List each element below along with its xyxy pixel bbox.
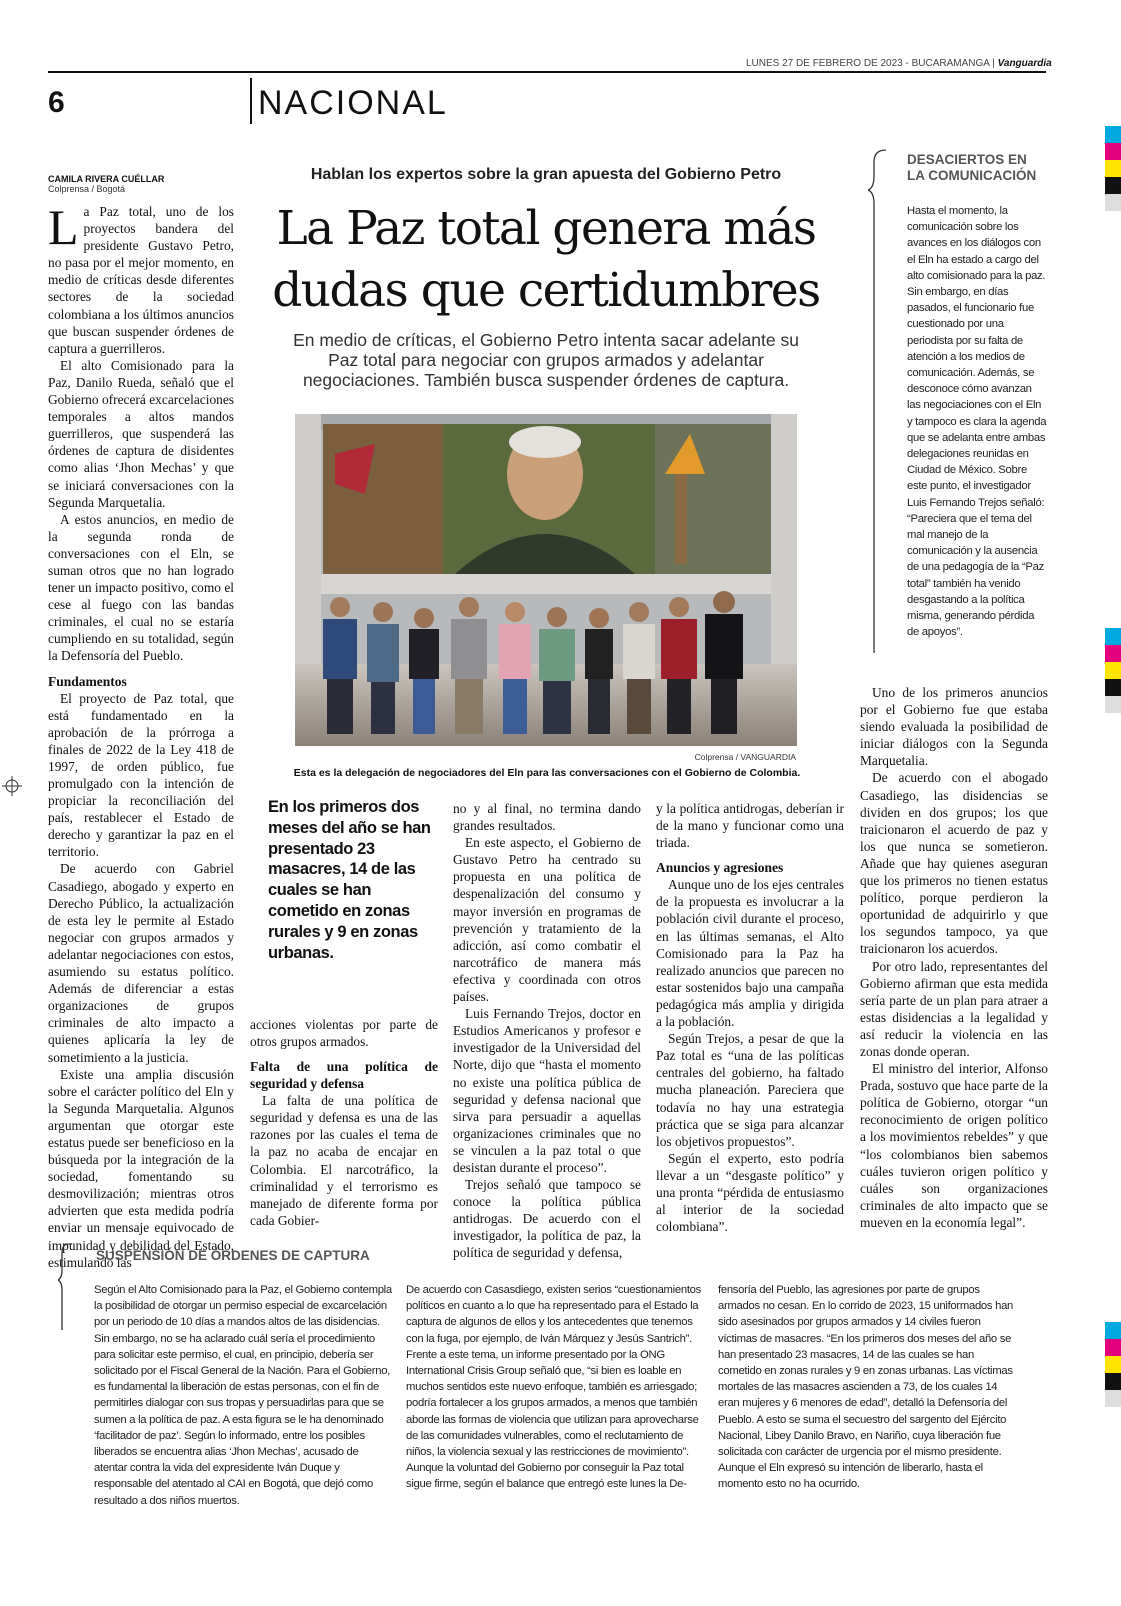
crosshair-icon (2, 776, 22, 796)
paragraph: y la política antidrogas, deberían ir de la mano y funcionar como una triada. (656, 801, 844, 851)
article-column-4 (656, 800, 844, 1235)
article-headline: La Paz total genera más dudas que certidumbres (272, 201, 820, 318)
pullquote: En los primeros dos meses del año se han presentado 23 masacres, 14 de las cuales se han cometido en zonas rurales y 9 en zonas urbanas. (268, 798, 431, 962)
sidebar-text: Hasta el momento, la comunicación sobre los avances en los diálogos con el Eln ha estado a cargo del alto comisionado para la paz. Sin embargo, en días pasados, el funcionario fue cuestionado por una periodista por su falta de atención a los medios de comunicación. Además, se desconoce cómo avanzan las negociaciones con el Eln y tampoco es clara la agenda que se adelanta entre ambas delegaciones reunidas en Ciudad de México. Sobre este punto, el investigador Luis Fernando Trejos señaló: “Pareciera que el tema del mal manejo de la comunicación y la ausencia de una pedagogía de la “Paz total” también ha venido desgastando a la política misma, generando pérdida de apoyos”. (907, 205, 1047, 639)
drop-cap: L (48, 199, 79, 255)
brand-logo: Vanguardia (997, 58, 1052, 69)
subhead-fundamentos: Fundamentos (48, 673, 127, 689)
section-title: NACIONAL (258, 84, 448, 122)
page-number: 6 (48, 86, 65, 119)
paragraph: El proyecto de Paz total, que está fundamentado en la aprobación de la prórroga a finales de 2022 de la Ley 418 de 1997, de orden público, fue promulgado con la intención de propiciar la reconciliación del país, restablecer el Estado de derecho y garantizar la paz en el territorio. (48, 690, 234, 860)
article-photo (295, 414, 797, 746)
paragraph: De acuerdo con Gabriel Casadiego, abogado y experto en Derecho Público, la actualización de esta ley le permite al Estado negociar con grupos armados y adelantar negociaciones con estos, asumiendo su estatus político. Además de diferenciar a estas organizaciones de grupos criminales de alto impacto a quienes aplicaría la ley de sometimiento a la justicia. (48, 861, 234, 1065)
dateline-text: LUNES 27 DE FEBRERO DE 2023 - BUCARAMANGA (746, 58, 990, 69)
header-rule (48, 71, 1046, 73)
article-column-3 (453, 800, 641, 1262)
photo-caption: Esta es la delegación de negociadores del Eln para las conversaciones con el Gobierno de Colombia. (293, 767, 801, 779)
paragraph: Trejos señaló que tampoco se conoce la política pública antidrogas. De acuerdo con el investigador, la política de paz, la política de seguridad y defensa, (453, 1177, 641, 1261)
bottom-box-col-1: Según el Alto Comisionado para la Paz, el Gobierno contempla la posibilidad de otorgar un permiso especial de excarcelación por un periodo de 10 días a mandos altos de las disidencias. Sin embargo, no se ha aclarado cuál sería el procedimiento para solicitar este permiso, el cual, en principio, debería ser solicitado por el Fiscal General de la Nación. Para el Gobierno, es fundamental la liberación de estas personas, con el fin de permitirles dialogar con sus tropas y persuadirlas para que se sumen a la política de paz. A esta figura se le ha denominado ‘facilitador de paz’. Según lo informado, entre los posibles liberados se encuentra alias ‘Jhon Mechas’, acusado de atentar contra la vida del expresidente Iván Duque y responsable del atentado al CAI en Bogotá, que dejó como resultado a dos niños muertos. (94, 1284, 392, 1507)
paragraph: Luis Fernando Trejos, doctor en Estudios Americanos y profesor e investigador de la Universidad del Norte, dijo que “hasta el momento no existe una política pública de seguridad y defensa nacional que sirva para persuadir a aquellas organizaciones criminales que no se vinculen a la paz total o que desistan durante el proceso”. (453, 1006, 641, 1175)
paragraph: Según Trejos, a pesar de que la Paz total es “una de las políticas centrales del gobierno, ha faltado mucha planeación. Pareciera que todavía no hay una estrategia práctica que se siga para alcanzar los objetivos propuestos”. (656, 1031, 844, 1149)
paragraph: A estos anuncios, en medio de la segunda ronda de conversaciones con el Eln, se suman otros que no han logrado tener un impacto positivo, como el cese al fuego con las bandas criminales, el cual no se estaría cumpliendo en su totalidad, según la Defensoría del Pueblo. (48, 511, 234, 664)
bottom-box-col-3: fensoría del Pueblo, las agresiones por parte de grupos armados no cesan. En lo corrido de 2023, 15 uniformados han sido asesinados por grupos armados y 14 civiles fueron víctimas de masacres. “En los primeros dos meses del año se han presentado 23 masacres, 14 de las cuales se han cometido en zonas rurales y 9 en zonas urbanas. Las víctimas mortales de las masacres ascienden a 73, de los cuales 14 eran mujeres y 6 menores de edad”, detalló la Defensoría del Pueblo. A esto se suma el secuestro del sargento del Ejército Nacional, Libey Danilo Bravo, en Nariño, cuya liberación fue solicitada con carácter de urgencia por el mismo presidente. Aunque el Eln expresó su intención de liberarlo, hasta el momento esto no ha ocurrido. (718, 1284, 1014, 1491)
paragraph: En este aspecto, el Gobierno de Gustavo Petro ha centrado su propuesta en una política de despenalización del consumo y mayor inversión en programas de prevención y tratamiento de la adicción, así como combatir el narcotráfico de manera más efectiva y coordinada con otros países. (453, 835, 641, 1005)
paragraph: Existe una amplia discusión sobre el carácter político del Eln y la Segunda Marquetalia. Algunos argumentan que otorgar este estatus puede ser beneficioso en la búsqueda por la integración de la sociedad, fomentando su desmovilización; mientras otros advierten que esta medida podría enviar un mensaje equivocado de impunidad y debilidad del Estado, estimulando las (48, 1066, 234, 1270)
registration-marks-top (1105, 126, 1121, 211)
article-column-2 (250, 1016, 438, 1229)
section-divider (250, 78, 252, 124)
paragraph: La falta de una política de seguridad y defensa es una de las razones por las cuales el tema de la paz no acaba de encajar en Colombia. El narcotráfico, la criminalidad y el terrorismo es manejado de diferente forma por cada Gobier- (250, 1093, 438, 1228)
paragraph: De acuerdo con el abogado Casadiego, las disidencias se dividen en dos grupos; los que traicionaron el acuerdo de paz y los que nunca se sometieron. Añade que hay quienes aseguran que los primeros no tienen estatus político, porque perdieron la oportunidad de adquirirlo y que los segundos tampoco, ya que traicionaron los acuerdos. (860, 770, 1048, 957)
subhead-anuncios: Anuncios y agresiones (656, 860, 784, 876)
bottom-box-brace (58, 1242, 80, 1332)
dateline: LUNES 27 DE FEBRERO DE 2023 - BUCARAMANGA | Vanguardia (746, 58, 1052, 69)
article-column-1 (48, 199, 234, 1271)
registration-marks-bottom (1105, 1322, 1121, 1407)
article-deck: En medio de críticas, el Gobierno Petro intenta sacar adelante su Paz total para negociar con grupos armados y adelantar negociaciones. También busca suspender órdenes de captura. (293, 330, 799, 390)
paragraph: no y al final, no termina dando grandes resultados. (453, 801, 641, 834)
photo-credit: Colprensa / VANGUARDIA (694, 752, 796, 762)
article-column-5 (860, 684, 1048, 1231)
paragraph: Uno de los primeros anuncios por el Gobierno fue que estaba siendo evaluada la posibilidad de iniciar diálogos con la Segunda Marquetalia. (860, 685, 1048, 769)
paragraph: Según el experto, esto podría llevar a un “desgaste político” y una pronta “pérdida de entusiasmo al interior de la sociedad colombiana”. (656, 1150, 844, 1235)
bottom-box-title: SUSPENSIÓN DE ÓRDENES DE CAPTURA (96, 1248, 370, 1263)
subhead-politica-seguridad: Falta de una política de seguridad y defensa (250, 1059, 438, 1092)
paragraph: Aunque uno de los ejes centrales de la propuesta es involucrar a la población civil durante el proceso, en las últimas semanas, el Alto Comisionado para la Paz ha realizado anuncios que parecen no estar sostenidos bajo una campaña pedagógica más amplia y dirigida a la población. (656, 877, 844, 1030)
sidebar-title: DESACIERTOS EN LA COMUNICACIÓN (907, 152, 1037, 183)
paragraph: acciones violentas por parte de otros grupos armados. (250, 1017, 438, 1050)
photo-illustration (295, 414, 797, 746)
sidebar-brace (868, 148, 890, 668)
article-kicker: Hablan los expertos sobre la gran apuesta del Gobierno Petro (310, 166, 782, 183)
paragraph: El alto Comisionado para la Paz, Danilo Rueda, señaló que el Gobierno ofrecerá excarcelaciones temporales a altos mandos guerrilleros, que suspenderá las órdenes de captura de disidentes como alias ‘Jhon Mechas’ y que se iniciará conversaciones con la Segunda Marquetalia. (48, 357, 234, 510)
byline-author: CAMILA RIVERA CUÉLLAR (48, 174, 165, 184)
byline-source: Colprensa / Bogotá (48, 184, 126, 194)
paragraph: El ministro del interior, Alfonso Prada, sostuvo que hace parte de la política de Gobierno, otorgar “un reconocimiento de origen político a los movimientos rebeldes” y que “los colombianos bien sabemos cuáles tuvieron origen político y cuáles son organizaciones criminales de alto impacto que se mueven en la economía legal”. (860, 1061, 1048, 1230)
lead-paragraph: La Paz total, uno de los proyectos bandera del presidente Gustavo Petro, no pasa por el mejor momento, en medio de críticas desde diferentes sectores de la sociedad colombiana a los últimos anuncios que buscan suspender órdenes de captura a guerrilleros. (48, 199, 234, 356)
bottom-box-col-2: De acuerdo con Casasdiego, existen serios “cuestionamientos políticos en cuanto a lo que ha representado para el Estado la captura de algunos de ellos y los antecedentes que tenemos con la fuga, por ejemplo, de Iván Márquez y Jesús Santrich”. Frente a este tema, un informe presentado por la ONG International Crisis Group señaló que, “si bien es loable en muchos sentidos este nuevo enfoque, también es arriesgado; podría fortalecer a los grupos armados, a menos que también aborde las formas de violencia que utilizan para aprovecharse de las comunidades vulnerables, como el reclutamiento de niños, la violencia sexual y las restricciones de movimiento”. Aunque la voluntad del Gobierno por conseguir la Paz total sigue firme, según el balance que entregó este lunes la De- (406, 1284, 702, 1491)
registration-marks-middle (1105, 628, 1121, 713)
paragraph: Por otro lado, representantes del Gobierno afirman que esta medida sería parte de un plan para atraer a estas disidencias a la legalidad y así reducir la violencia en las zonas donde operan. (860, 958, 1048, 1059)
